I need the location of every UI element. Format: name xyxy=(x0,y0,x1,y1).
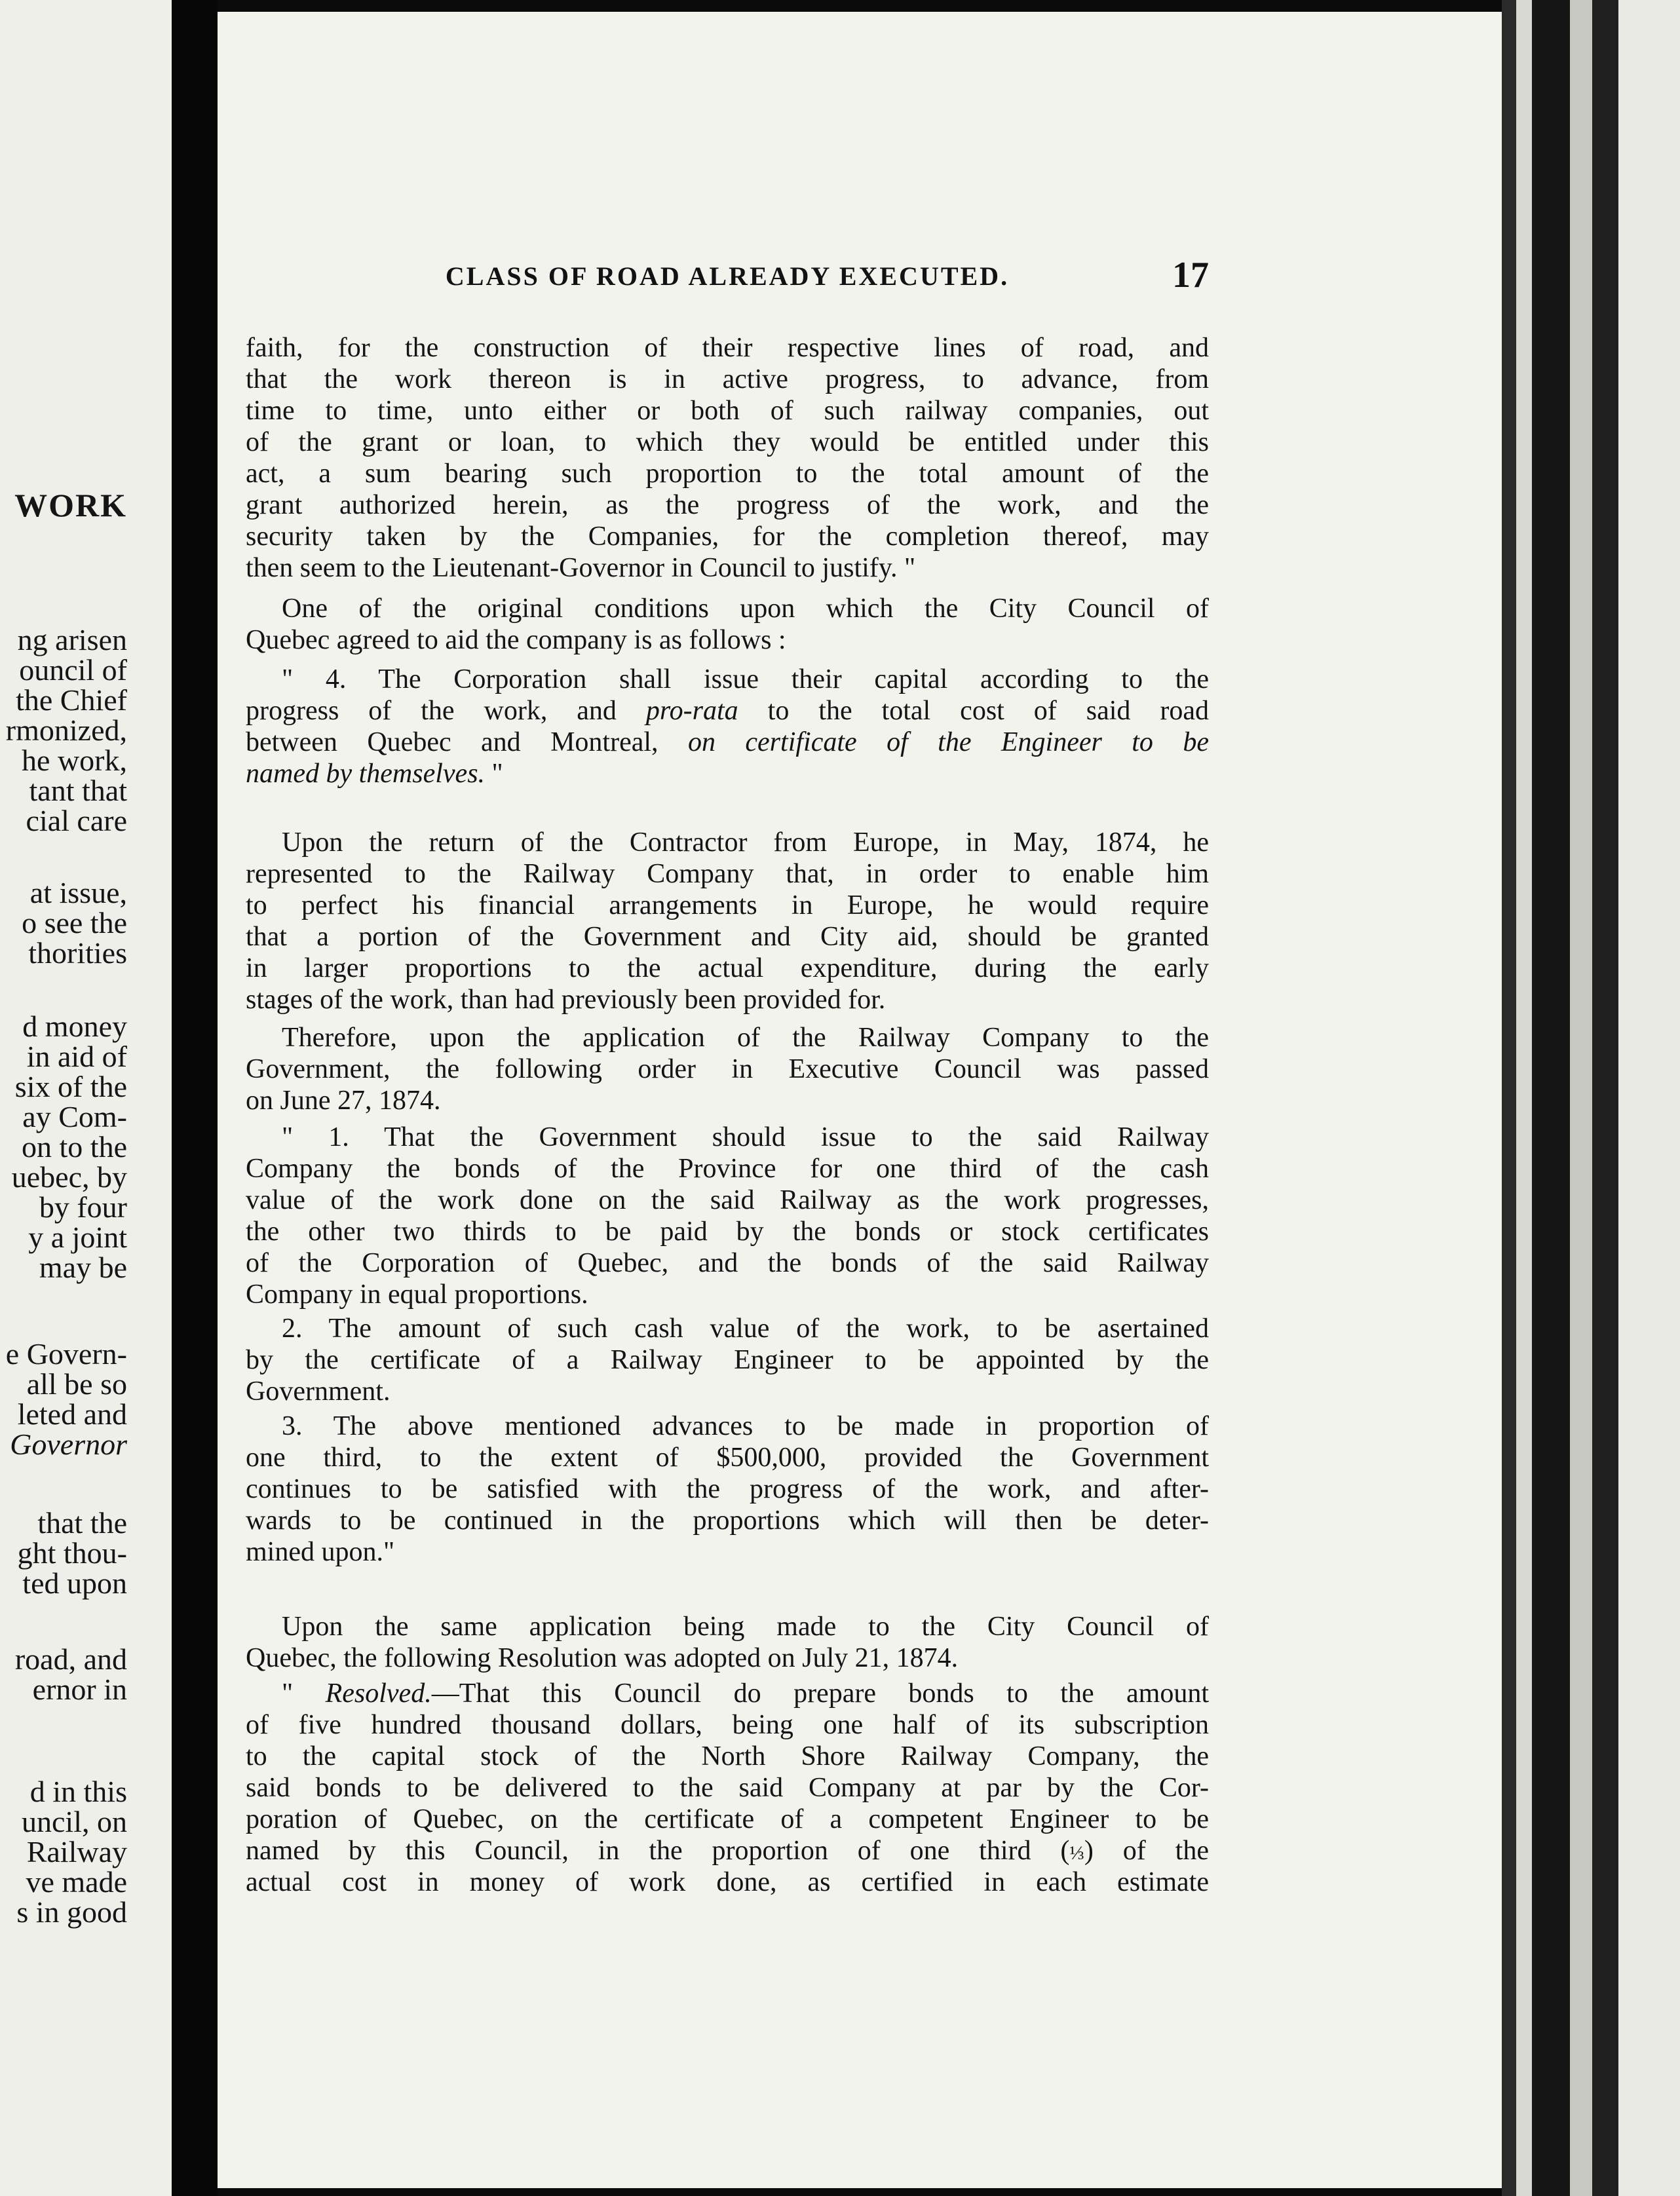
page-edge xyxy=(1618,0,1680,2196)
fragment-line: uebec, by xyxy=(11,1160,127,1194)
fragment-line: y a joint xyxy=(28,1221,127,1254)
text-line: said bonds to be delivered to the said Company at par by the Cor- xyxy=(246,1773,1209,1803)
text-line: progress of the work, and pro-rata to the total cost of said road xyxy=(246,696,1209,726)
fragment-line: road, and xyxy=(14,1642,127,1676)
text-line: to perfect his financial arrangements in Europe, he would require xyxy=(246,890,1209,920)
text-line: then seem to the Lieutenant-Governor in Council to justify. " xyxy=(246,553,916,583)
fragment-line: d money xyxy=(22,1010,127,1043)
fragment-line: ght thou- xyxy=(17,1536,127,1570)
text-line: by the certificate of a Railway Engineer to be appointed by the xyxy=(246,1345,1209,1375)
text-line: named by themselves. " xyxy=(246,759,503,789)
fragment-line: Railway xyxy=(26,1835,127,1868)
fragment-line: by four xyxy=(39,1190,127,1224)
text-line: " 1. That the Government should issue to the said Railway xyxy=(282,1122,1209,1152)
fragment-line: cial care xyxy=(26,804,127,837)
page-edge xyxy=(1502,0,1516,2196)
page-edge xyxy=(1592,0,1618,2196)
text-line: " Resolved.—That this Council do prepare bonds to the amount xyxy=(282,1678,1210,1709)
page-edge xyxy=(1570,0,1592,2196)
text-line: mined upon." xyxy=(246,1537,395,1567)
text-line: Government. xyxy=(246,1376,391,1407)
previous-page-fragment xyxy=(0,0,172,2196)
text-line: security taken by the Companies, for the completion thereof, may xyxy=(246,521,1209,552)
fragment-line: all be so xyxy=(26,1367,127,1401)
text-line: of the grant or loan, to which they would be entitled under this xyxy=(246,427,1209,457)
text-line: Upon the same application being made to the City Council of xyxy=(282,1612,1209,1642)
text-line: Company the bonds of the Province for one third of the cash xyxy=(246,1154,1209,1184)
fragment-line: the Chief xyxy=(16,683,127,717)
fragment-line: ng arisen xyxy=(17,623,127,656)
fragment-line: ouncil of xyxy=(19,653,127,687)
fragment-line: d in this xyxy=(29,1775,127,1808)
fragment-line: ay Com- xyxy=(22,1100,127,1133)
fragment-line: that the xyxy=(37,1506,127,1540)
text-line: wards to be continued in the proportions which will then be deter- xyxy=(246,1505,1209,1536)
fragment-line: leted and xyxy=(17,1397,127,1431)
text-line: between Quebec and Montreal, on certificate of the Engineer to be xyxy=(246,727,1209,757)
fragment-line: uncil, on xyxy=(22,1805,127,1838)
text-line: one third, to the extent of $500,000, provided the Government xyxy=(246,1443,1209,1473)
running-head: CLASS OF ROAD ALREADY EXECUTED. xyxy=(445,261,1010,291)
text-line: the other two thirds to be paid by the bonds or stock certificates xyxy=(246,1217,1209,1247)
text-line: of the Corporation of Quebec, and the bonds of the said Railway xyxy=(246,1248,1209,1278)
text-line: continues to be satisfied with the progress of the work, and after- xyxy=(246,1474,1209,1504)
fraction-one-third: ⅓ xyxy=(1069,1842,1084,1864)
text-line: in larger proportions to the actual expenditure, during the early xyxy=(246,953,1209,983)
page-edge xyxy=(1532,0,1570,2196)
text-line: Government, the following order in Executive Council was passed xyxy=(246,1054,1209,1084)
fragment-line: six of the xyxy=(14,1070,127,1103)
fragment-line: on to the xyxy=(22,1130,127,1164)
fragment-line: ernor in xyxy=(32,1673,127,1706)
fragment-line: s in good xyxy=(16,1895,127,1929)
fragment-line: he work, xyxy=(22,744,127,777)
fragment-line: thorities xyxy=(28,936,127,970)
fragment-line: rmonized, xyxy=(5,713,127,747)
fragment-line: may be xyxy=(39,1251,127,1284)
text-line: value of the work done on the said Railway as the work progresses, xyxy=(246,1185,1209,1215)
text-line: Upon the return of the Contractor from Europe, in May, 1874, he xyxy=(282,827,1209,858)
text-line: stages of the work, than had previously been provided for. xyxy=(246,985,886,1015)
text-line: 2. The amount of such cash value of the work, to be asertained xyxy=(282,1314,1209,1344)
text-line: named by this Council, in the proportion of one third (⅓) of the xyxy=(246,1836,1209,1866)
text-line: 3. The above mentioned advances to be made in proportion of xyxy=(282,1411,1209,1441)
text-line: Company in equal proportions. xyxy=(246,1279,588,1310)
text-line: actual cost in money of work done, as certified in each estimate xyxy=(246,1867,1209,1897)
fragment-line: tant that xyxy=(29,774,127,807)
text-line: grant authorized herein, as the progress of the work, and the xyxy=(246,490,1209,520)
fragment-line: ve made xyxy=(26,1865,127,1899)
text-line: of five hundred thousand dollars, being one half of its subscription xyxy=(246,1710,1209,1740)
text-line: Quebec agreed to aid the company is as follows : xyxy=(246,625,786,655)
text-line: Quebec, the following Resolution was adopted on July 21, 1874. xyxy=(246,1643,959,1673)
page-number: 17 xyxy=(1172,255,1209,295)
fragment-line: ted upon xyxy=(22,1566,127,1600)
fragment-line: in aid of xyxy=(26,1040,127,1073)
fragment-line: o see the xyxy=(22,906,127,939)
text-line: poration of Quebec, on the certificate of a competent Engineer to be xyxy=(246,1804,1209,1834)
fragment-line: e Govern- xyxy=(5,1337,127,1371)
text-line: act, a sum bearing such proportion to the total amount of the xyxy=(246,459,1209,489)
text-line: that a portion of the Government and City aid, should be granted xyxy=(246,922,1209,952)
text-line: " 4. The Corporation shall issue their capital according to the xyxy=(282,664,1209,694)
text-line: to the capital stock of the North Shore Railway Company, the xyxy=(246,1741,1209,1771)
text-line: One of the original conditions upon which the City Council of xyxy=(282,594,1209,624)
fragment-heading: WORK xyxy=(14,487,127,523)
text-line: represented to the Railway Company that, in order to enable him xyxy=(246,859,1209,889)
book-gutter xyxy=(172,0,218,2196)
text-line: Therefore, upon the application of the Railway Company to the xyxy=(282,1023,1209,1053)
text-line: that the work thereon is in active progress, to advance, from xyxy=(246,364,1209,394)
fragment-line: Governor xyxy=(10,1428,127,1461)
fragment-line: at issue, xyxy=(29,876,127,909)
text-line: time to time, unto either or both of such railway companies, out xyxy=(246,396,1209,426)
text-line: on June 27, 1874. xyxy=(246,1086,441,1116)
text-line: faith, for the construction of their respective lines of road, and xyxy=(246,333,1209,363)
page-edge xyxy=(1516,0,1532,2196)
